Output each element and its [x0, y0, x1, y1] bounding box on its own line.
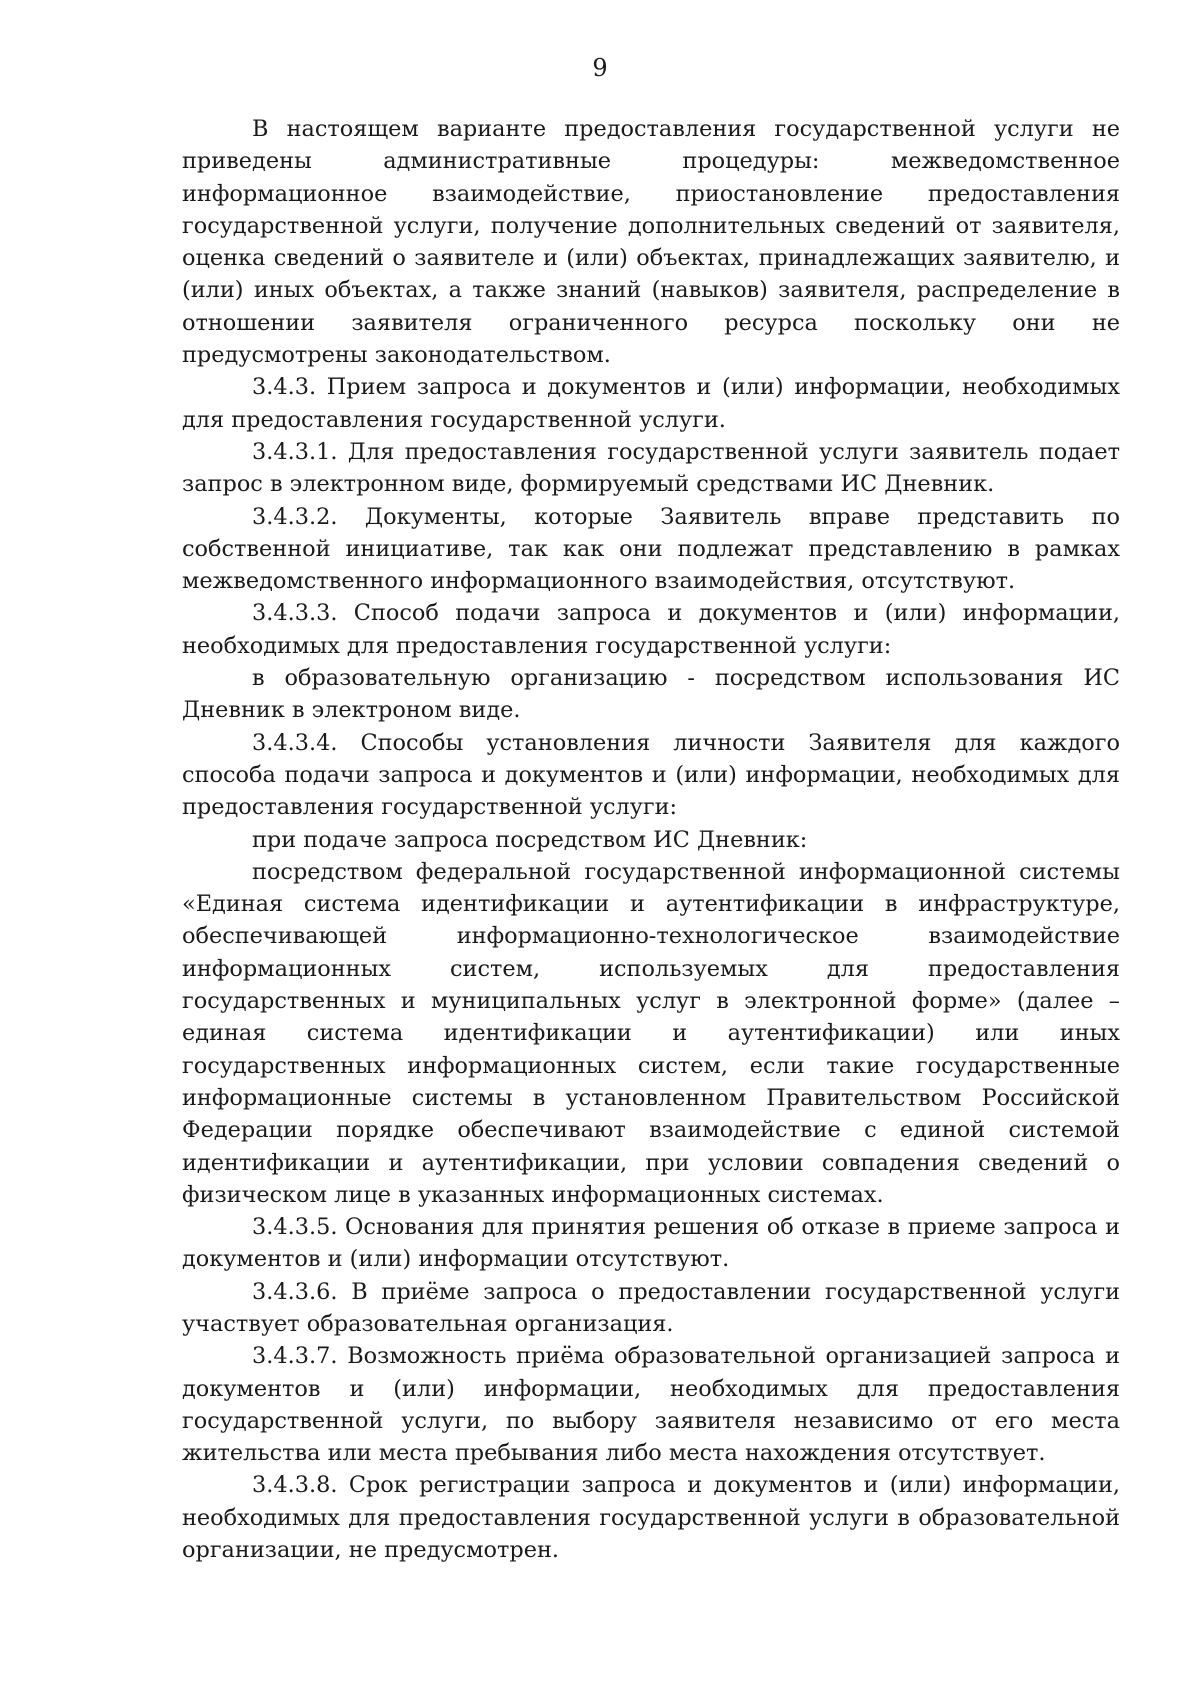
paragraph-3-4-3-5: 3.4.3.5. Основания для принятия решения об отказе в приеме запроса и документов и (или) информации отсутствуют.	[182, 1214, 1120, 1273]
paragraph-via-is-dnevnik: при подаче запроса посредством ИС Дневник:	[252, 826, 808, 853]
document-body	[182, 113, 1120, 1566]
paragraph-intro: В настоящем варианте предоставления государственной услуги не приведены административные процедуры: межведомственное информационное взаимодействие, приостановление предоставления государственной услуги, получение дополнительных сведений от заявителя, оценка сведений о заявителе и (или) объектах, принадлежащих заявителю, и (или) иных объектах, а также знаний (навыков) заявителя, распределение в отношении заявителя ограниченного ресурса поскольку они не предусмотрены законодательством.	[182, 116, 1120, 369]
paragraph-submission-method: в образовательную организацию - посредством использования ИС Дневник в электроном виде.	[182, 665, 1120, 724]
paragraph-3-4-3: 3.4.3. Прием запроса и документов и (или) информации, необходимых для предоставления государственной услуги.	[182, 374, 1120, 433]
page-number: 9	[592, 54, 608, 82]
paragraph-3-4-3-8: 3.4.3.8. Срок регистрации запроса и документов и (или) информации, необходимых для предоставления государственной услуги в образовательной организации, не предусмотрен.	[182, 1472, 1120, 1564]
paragraph-3-4-3-6: 3.4.3.6. В приёме запроса о предоставлении государственной услуги участвует образовательная организация.	[182, 1278, 1120, 1337]
paragraph-3-4-3-2: 3.4.3.2. Документы, которые Заявитель вправе представить по собственной инициативе, так как они подлежат представлению в рамках межведомственного информационного взаимодействия, отсутствуют.	[182, 503, 1120, 595]
paragraph-identification-system: посредством федеральной государственной информационной системы «Единая система идентификации и аутентификации в инфраструктуре, обеспечивающей информационно-технологическое взаимодействие информационных систем, используемых для предоставления государственных и муниципальных услуг в электронной форме» (далее – единая система идентификации и аутентификации) или иных государственных информационных систем, если такие государственные информационные системы в установленном Правительством Российской Федерации порядке обеспечивают взаимодействие с единой системой идентификации и аутентификации, при условии совпадения сведений о физическом лице в указанных информационных системах.	[182, 858, 1120, 1208]
paragraph-3-4-3-1: 3.4.3.1. Для предоставления государственной услуги заявитель подает запрос в электронном виде, формируемый средствами ИС Дневник.	[182, 438, 1120, 498]
paragraph-3-4-3-7: 3.4.3.7. Возможность приёма образовательной организацией запроса и документов и (или) информации, необходимых для предоставления государственной услуги, по выбору заявителя независимо от его места жительства или места пребывания либо места нахождения отсутствует.	[182, 1343, 1120, 1467]
paragraph-3-4-3-4: 3.4.3.4. Способы установления личности Заявителя для каждого способа подачи запроса и документов и (или) информации, необходимых для предоставления государственной услуги:	[182, 729, 1120, 821]
paragraph-3-4-3-3: 3.4.3.3. Способ подачи запроса и документов и (или) информации, необходимых для предоставления государственной услуги:	[182, 600, 1120, 659]
